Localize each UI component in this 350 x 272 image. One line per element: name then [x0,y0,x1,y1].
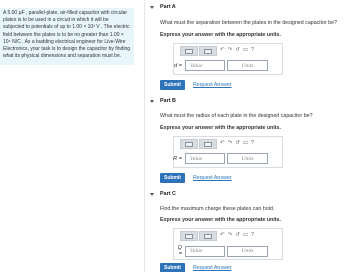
part-b [150,96,348,181]
submit-button[interactable]: Submit [160,263,185,272]
keyboard-icon[interactable]: ▭ [242,232,249,239]
problem-statement [0,8,134,65]
undo-icon[interactable]: ↶ [220,232,225,239]
part-b-actions [160,173,232,183]
part-a-answer-row [173,60,268,71]
keyboard-icon[interactable]: ▭ [242,140,249,147]
part-a [150,2,348,88]
part-c-question: Find the maximum charge these plates can hold. [160,206,275,212]
help-icon[interactable]: ? [251,232,255,239]
part-b-answer-row [173,153,268,164]
value-input[interactable]: Value [185,153,225,164]
part-b-instruction: Express your answer with the appropriate units. [160,125,281,131]
column-divider [144,0,145,272]
keyboard-icon[interactable]: ▭ [242,47,249,54]
submit-button[interactable]: Submit [160,80,185,90]
problem-text: A 5.00 μF , parallel-plate, air-filled capacitor with circular plates is to be used in a circuit in which it will be subjected to potentials of up to 1.00 × 10² V . The electric field between the plates is to be no greater than 1.00 × 10⁴ N/C . As a budding electrical engineer for Live-Wire Electronics, your task is to design the capacitor by finding what its physical dimensions and separation must be. [3,10,131,60]
part-c-header[interactable] [150,189,348,199]
value-input[interactable]: Value [185,60,225,71]
part-a-instruction: Express your answer with the appropriate units. [160,32,281,38]
template-icon[interactable] [180,139,198,149]
part-a-question: What must the separation between the plates in the designed capacitor be? [160,20,337,26]
part-c-instruction: Express your answer with the appropriate units. [160,217,281,223]
template-icon[interactable] [180,231,198,241]
part-a-toolbar [180,46,254,56]
part-a-header[interactable] [150,2,348,12]
units-input[interactable]: Units [227,153,268,164]
units-input[interactable]: Units [227,246,268,257]
part-b-title: Part B [160,98,176,104]
undo-icon[interactable]: ↶ [220,140,225,147]
part-b-question: What must the radius of each plate in the designed capacitor be? [160,113,313,119]
units-input[interactable]: Units [227,60,268,71]
variable-label: R = [173,155,182,162]
help-icon[interactable]: ? [251,140,255,147]
reset-icon[interactable]: ↺ [235,140,240,147]
part-c [150,189,348,272]
request-answer-link[interactable]: Request Answer [192,265,232,271]
part-a-actions [160,80,232,90]
part-c-actions [160,263,232,272]
part-a-title: Part A [160,4,176,10]
variable-label: Q = [177,245,182,257]
request-answer-link[interactable]: Request Answer [192,82,232,88]
units-template-icon[interactable] [199,139,217,149]
part-c-answer-row [173,245,268,257]
reset-icon[interactable]: ↺ [235,47,240,54]
variable-label: d = [174,62,182,69]
redo-icon[interactable]: ↷ [227,47,233,54]
help-icon[interactable]: ? [251,47,255,54]
request-answer-link[interactable]: Request Answer [192,175,232,181]
units-template-icon[interactable] [199,231,217,241]
part-c-title: Part C [160,191,176,197]
redo-icon[interactable]: ↷ [227,140,233,147]
undo-icon[interactable]: ↶ [220,47,225,54]
submit-button[interactable]: Submit [160,173,185,183]
units-template-icon[interactable] [199,46,217,56]
part-b-header[interactable] [150,96,348,106]
part-b-toolbar [180,139,254,149]
template-icon[interactable] [180,46,198,56]
reset-icon[interactable]: ↺ [235,232,240,239]
collapse-caret-icon[interactable] [150,6,154,9]
collapse-caret-icon[interactable] [150,193,154,196]
collapse-caret-icon[interactable] [150,100,154,103]
value-input[interactable]: Value [185,246,225,257]
redo-icon[interactable]: ↷ [227,232,233,239]
part-c-toolbar [180,231,254,241]
